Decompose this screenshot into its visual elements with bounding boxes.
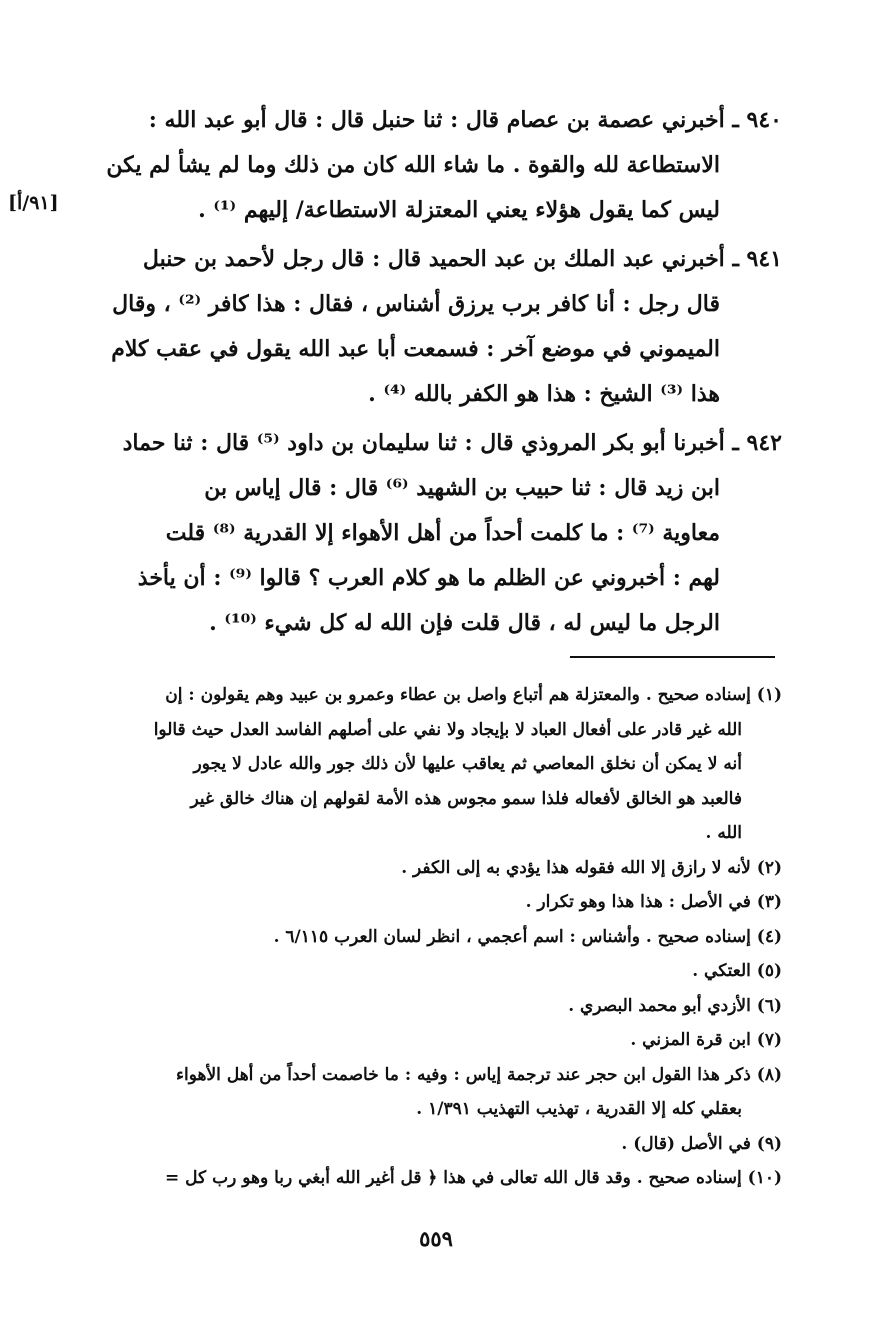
footnote-4: (٤) إسناده صحيح . وأشناس : اسم أعجمي ، انظر لسان العرب ٦/١١٥ . (273, 926, 782, 947)
hadith-entry-941 (86, 237, 782, 417)
footnote-1 (86, 678, 782, 851)
text-line: ٩٤٢ ـ أخبرنا أبو بكر المروذي قال : ثنا سليمان بن داود ⁽⁵⁾ قال : ثنا حماد (122, 430, 782, 456)
text-line: معاوية ⁽⁷⁾ : ما كلمت أحداً من أهل الأهواء إلا القدرية ⁽⁸⁾ قلت (165, 520, 720, 546)
footnote-line: (١) إسناده صحيح . والمعتزلة هم أتباع واصل بن عطاء وعمرو بن عبيد وهم يقولون : إن (165, 685, 782, 705)
text-line: الرجل ما ليس له ، قال قلت فإن الله له كل شيء ⁽¹⁰⁾ . (209, 610, 720, 636)
manuscript-folio-reference: [٩١/أ] (8, 192, 59, 214)
footnote-line: بعقلي كله إلا القدرية ، تهذيب التهذيب ١/٣٩١ . (416, 1099, 742, 1119)
footnote-line: الله غير قادر على أفعال العباد لا بإيجاد ولا نفي على أصلهم الفاسد العدل حيث قالوا (153, 719, 742, 740)
hadith-entry-940 (86, 98, 782, 233)
main-text (86, 98, 782, 650)
footnote-8 (86, 1058, 782, 1127)
footnote-line: (٨) ذكر هذا القول ابن حجر عند ترجمة إياس : وفيه : ما خاصمت أحداً من أهل الأهواء (176, 1064, 782, 1085)
footnote-6: (٦) الأزدي أبو محمد البصري . (568, 995, 782, 1016)
footnotes (86, 678, 782, 1196)
text-line: هذا ⁽³⁾ الشيخ : هذا هو الكفر بالله ⁽⁴⁾ . (368, 381, 720, 407)
footnote-line: الله . (705, 823, 742, 843)
text-line: ٩٤١ ـ أخبرني عبد الملك بن عبد الحميد قال : قال رجل لأحمد بن حنبل (142, 246, 782, 272)
footnote-line: أنه لا يمكن أن نخلق المعاصي ثم يعاقب عليها لأن ذلك جور والله عادل لا يجور (193, 754, 742, 774)
text-line: لهم : أخبروني عن الظلم ما هو كلام العرب ؟ قالوا ⁽⁹⁾ : أن يأخذ (137, 565, 720, 591)
hadith-entry-942 (86, 421, 782, 646)
footnote-separator (570, 656, 775, 658)
page-number: ٥٥٩ (419, 1226, 453, 1251)
footnote-10: (١٠) إسناده صحيح . وقد قال الله تعالى في هذا ﴿ قل أغير الله أبغي ربا وهو رب كل = (165, 1168, 782, 1188)
text-line: ليس كما يقول هؤلاء يعني المعتزلة الاستطاعة/ إليهم ⁽¹⁾ . (198, 197, 720, 223)
text-line: ٩٤٠ ـ أخبرني عصمة بن عصام قال : ثنا حنبل قال : قال أبو عبد الله : (148, 107, 782, 133)
footnote-line: فالعبد هو الخالق لأفعاله فلذا سمو مجوس هذه الأمة لقولهم إن هناك خالق غير (190, 788, 742, 809)
footnote-9: (٩) في الأصل (قال) . (621, 1133, 782, 1154)
footnote-3: (٣) في الأصل : هذا هذا وهو تكرار . (525, 892, 782, 912)
footnote-7: (٧) ابن قرة المزني . (630, 1030, 782, 1050)
footnote-5: (٥) العتكي . (692, 961, 782, 981)
text-line: ابن زيد قال : ثنا حبيب بن الشهيد ⁽⁶⁾ قال : قال إياس بن (204, 475, 720, 501)
text-line: الاستطاعة لله والقوة . ما شاء الله كان من ذلك وما لم يشأ لم يكن (106, 152, 720, 178)
text-line: الميموني في موضع آخر : فسمعت أبا عبد الله يقول في عقب كلام (111, 336, 720, 362)
footnote-2: (٢) لأنه لا رازق إلا الله فقوله هذا يؤدي به إلى الكفر . (401, 857, 782, 878)
text-line: قال رجل : أنا كافر برب يرزق أشناس ، فقال : هذا كافر ⁽²⁾ ، وقال (112, 291, 720, 317)
